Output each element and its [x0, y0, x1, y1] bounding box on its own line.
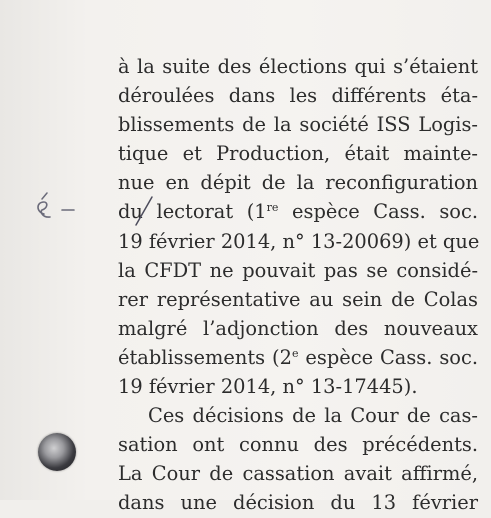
- text-line: malgré l’adjonction des nouveaux: [118, 316, 478, 340]
- text-line: sation ont connu des précédents.: [118, 433, 478, 457]
- text-line: rer représentative au sein de Colas: [118, 287, 478, 311]
- body-text: [118, 52, 478, 518]
- handwritten-margin-note: [22, 188, 92, 228]
- text-line: tique et Production, était mainte-: [118, 142, 478, 166]
- binder-punch-hole: [38, 433, 76, 471]
- text-line: la CFDT ne pouvait pas se considé-: [118, 258, 478, 282]
- text-fragment: établissements (2: [118, 345, 292, 369]
- superscript: e: [291, 346, 299, 360]
- text-line: 19 février 2014, n° 13-17445).: [118, 375, 418, 399]
- handwritten-strike-mark: [130, 193, 160, 229]
- superscript: re: [266, 201, 279, 215]
- text-line: nue en dépit de la reconfiguration: [118, 171, 478, 195]
- text-line: à la suite des élections qui s’étaient: [118, 55, 478, 78]
- text-line: déroulées dans les différents éta-: [118, 84, 478, 108]
- text-line: 19 février 2014, n° 13-20069) et que: [118, 229, 480, 253]
- text-fragment: espèce Cass. soc.: [278, 200, 478, 224]
- text-line: La Cour de cassation avait affirmé,: [118, 462, 478, 486]
- text-fragment: du lectorat (1: [118, 200, 267, 224]
- text-line: dans une décision du 13 février: [118, 491, 478, 515]
- text-line: [118, 343, 478, 372]
- text-line: Ces décisions de la Cour de cas-: [148, 404, 478, 428]
- text-line: [118, 197, 478, 226]
- text-fragment: espèce Cass. soc.: [298, 345, 478, 369]
- text-line: blissements de la société ISS Logis-: [118, 113, 478, 137]
